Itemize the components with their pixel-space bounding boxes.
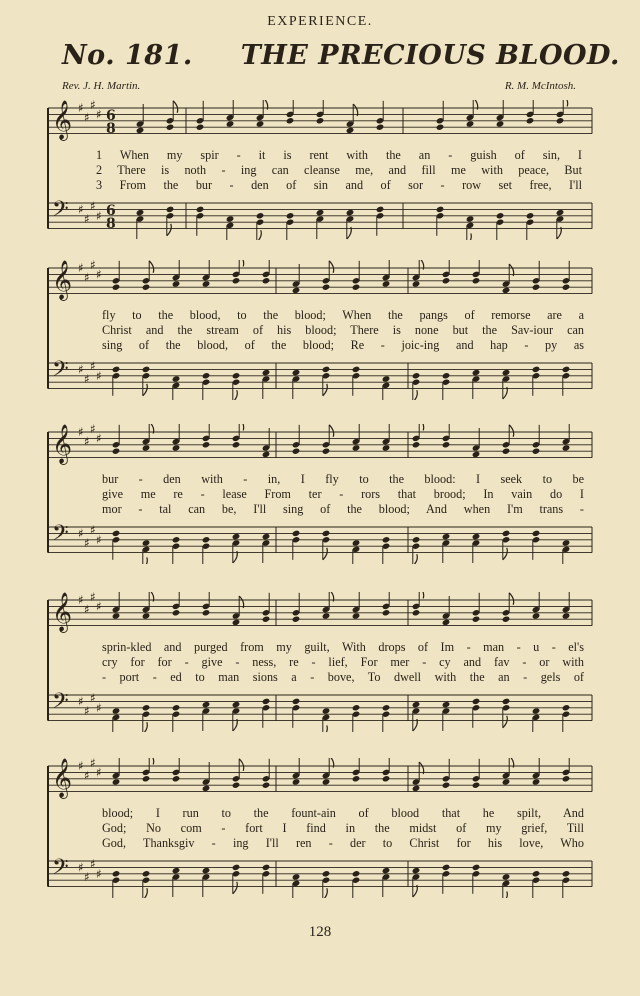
sharp-icon: ♯ xyxy=(84,768,90,783)
note-head xyxy=(502,778,511,785)
note-head xyxy=(292,530,301,537)
note-head xyxy=(322,778,331,785)
note-head xyxy=(352,366,361,373)
note-head xyxy=(322,366,331,373)
lyric-line: blood; I run to the fount-ain of blood that he spilt, And xyxy=(102,806,584,820)
lyrics-block xyxy=(102,308,584,353)
time-signature-top: 6 xyxy=(106,203,116,219)
lyric-line: mor - tal can be, I'll sing of the blood; And when I'm trans - xyxy=(102,502,584,516)
lyric-line: 3 From the bur - den of sin and of sor - row set free, I'll xyxy=(96,178,582,192)
sharp-icon: ♯ xyxy=(90,260,96,272)
note-head xyxy=(166,124,175,131)
sharp-icon: ♯ xyxy=(96,866,102,881)
note-head xyxy=(412,867,421,874)
note-head xyxy=(256,120,265,127)
note-head xyxy=(442,701,451,708)
sharp-icon: ♯ xyxy=(84,372,90,386)
bass-clef-icon: 𝄢 xyxy=(52,357,69,387)
time-signature-top: 6 xyxy=(106,108,116,124)
music-system xyxy=(40,758,600,918)
note-head xyxy=(232,441,241,448)
note-group xyxy=(112,698,571,732)
lyric-line: - port - ed to man sions a - bove, To dwell with the an - gels of xyxy=(102,670,584,684)
note-head xyxy=(232,619,241,626)
note-group xyxy=(112,424,571,458)
sharp-icon: ♯ xyxy=(84,536,90,550)
sharp-icon: ♯ xyxy=(84,212,90,226)
note-head xyxy=(562,775,571,782)
hymn-number: No. 181. xyxy=(62,40,193,71)
note-head xyxy=(316,117,325,124)
note-head xyxy=(142,704,151,711)
note-head xyxy=(262,864,271,871)
section-heading: EXPERIENCE. xyxy=(267,14,373,29)
note-flag xyxy=(413,390,418,400)
note-head xyxy=(202,701,211,708)
note-flag xyxy=(239,260,244,266)
note-head xyxy=(352,612,361,619)
note-head xyxy=(502,698,511,705)
note-head xyxy=(382,609,391,616)
note-head xyxy=(166,206,175,213)
note-head xyxy=(472,864,481,871)
note-head xyxy=(292,698,301,705)
note-head xyxy=(502,616,511,623)
sharp-icon: ♯ xyxy=(96,431,102,446)
note-head xyxy=(562,539,571,546)
sharp-icon: ♯ xyxy=(90,359,96,374)
note-head xyxy=(142,284,151,291)
note-flag xyxy=(167,224,172,236)
note-head xyxy=(502,287,511,294)
note-head xyxy=(352,284,361,291)
note-head xyxy=(202,867,211,874)
sharp-icon: ♯ xyxy=(78,759,84,773)
lyrics-block xyxy=(102,640,584,685)
note-head xyxy=(172,536,181,543)
note-head xyxy=(286,212,295,219)
music-system xyxy=(40,260,600,420)
note-head xyxy=(376,206,385,213)
note-group xyxy=(112,758,571,792)
note-head xyxy=(172,704,181,711)
lyrics-block xyxy=(102,806,584,851)
note-head xyxy=(412,785,421,792)
note-head xyxy=(112,612,121,619)
note-head xyxy=(526,117,535,124)
hymn-title xyxy=(62,40,620,71)
sharp-icon: ♯ xyxy=(90,424,96,436)
note-head xyxy=(442,441,451,448)
note-head xyxy=(436,124,445,131)
note-flag xyxy=(143,888,148,898)
note-head xyxy=(472,616,481,623)
sharp-icon: ♯ xyxy=(78,526,84,541)
note-head xyxy=(382,375,391,382)
note-flag xyxy=(323,384,328,396)
note-head xyxy=(232,701,241,708)
sharp-icon: ♯ xyxy=(78,694,84,709)
note-head xyxy=(562,612,571,619)
note-head xyxy=(346,127,355,134)
note-head xyxy=(202,280,211,287)
note-head xyxy=(472,369,481,376)
note-head xyxy=(316,209,325,216)
page-number: 128 xyxy=(308,924,332,940)
note-head xyxy=(376,124,385,131)
lyric-line: cry for for - give - ness, re - lief, For mer - cy and fav - or with xyxy=(102,655,584,669)
note-head xyxy=(322,448,331,455)
sharp-icon: ♯ xyxy=(90,100,96,112)
note-head xyxy=(496,212,505,219)
music-system xyxy=(40,424,600,584)
note-head xyxy=(322,612,331,619)
note-group xyxy=(136,100,568,134)
note-head xyxy=(232,277,241,284)
note-head xyxy=(502,530,511,537)
sharp-icon: ♯ xyxy=(90,857,96,872)
bass-clef-icon: 𝄢 xyxy=(52,521,69,551)
note-head xyxy=(472,451,481,458)
note-flag xyxy=(143,557,148,564)
note-flag xyxy=(509,593,514,605)
sharp-icon: ♯ xyxy=(90,691,96,706)
note-flag xyxy=(233,882,238,894)
treble-clef-icon: 𝄞 xyxy=(52,758,73,798)
note-head xyxy=(532,870,541,877)
sharp-icon: ♯ xyxy=(78,425,84,439)
note-head xyxy=(226,120,235,127)
note-head xyxy=(472,533,481,540)
note-head xyxy=(142,366,151,373)
author-credit: Rev. J. H. Martin. xyxy=(62,80,141,92)
note-head xyxy=(112,448,121,455)
composer-credit: R. M. McIntosh. xyxy=(504,80,576,92)
note-flag xyxy=(503,548,508,560)
note-flag xyxy=(329,261,334,273)
note-head xyxy=(532,530,541,537)
note-head xyxy=(556,209,565,216)
lyric-line: God; No com - fort I find in the midst of my grief, Till xyxy=(102,821,584,835)
note-head xyxy=(466,215,475,222)
lyric-line: fly to the blood, to the blood; When the pangs of remorse are a xyxy=(102,308,584,322)
note-head xyxy=(142,612,151,619)
note-head xyxy=(142,870,151,877)
note-head xyxy=(172,775,181,782)
note-head xyxy=(472,782,481,789)
note-head xyxy=(202,441,211,448)
note-head xyxy=(256,212,265,219)
sharp-icon: ♯ xyxy=(78,362,84,377)
note-head xyxy=(202,609,211,616)
note-head xyxy=(136,127,145,134)
note-head xyxy=(502,448,511,455)
note-head xyxy=(112,284,121,291)
lyric-line: sing of the blood, of the blood; Re - joic-ing and hap - py as xyxy=(102,338,584,352)
treble-clef-icon: 𝄞 xyxy=(52,592,73,632)
note-head xyxy=(292,448,301,455)
note-head xyxy=(412,441,421,448)
note-head xyxy=(232,782,241,789)
note-flag xyxy=(563,100,568,106)
sharp-icon: ♯ xyxy=(84,870,90,884)
note-head xyxy=(172,609,181,616)
note-head xyxy=(112,707,121,714)
sharp-icon: ♯ xyxy=(84,602,90,617)
note-flag xyxy=(257,230,262,240)
sharp-icon: ♯ xyxy=(96,267,102,282)
note-head xyxy=(532,284,541,291)
sharp-icon: ♯ xyxy=(78,261,84,275)
note-group xyxy=(136,206,565,240)
sharp-icon: ♯ xyxy=(90,758,96,770)
time-signature-bottom: 8 xyxy=(106,121,116,137)
note-group xyxy=(112,530,571,564)
music-system xyxy=(40,592,600,752)
note-head xyxy=(196,124,205,131)
note-head xyxy=(172,444,181,451)
sharp-icon: ♯ xyxy=(78,101,84,115)
note-head xyxy=(202,372,211,379)
treble-staff xyxy=(48,592,592,633)
note-flag xyxy=(323,725,328,732)
note-head xyxy=(382,536,391,543)
note-head xyxy=(202,785,211,792)
note-head xyxy=(292,873,301,880)
sharp-icon: ♯ xyxy=(96,599,102,614)
note-flag xyxy=(419,424,424,430)
note-flag xyxy=(503,716,508,728)
sharp-icon: ♯ xyxy=(96,208,102,223)
note-head xyxy=(172,280,181,287)
note-flag xyxy=(467,233,472,240)
note-head xyxy=(532,778,541,785)
note-head xyxy=(352,704,361,711)
lyric-line: 2 There is noth - ing can cleanse me, and fill me with peace, But xyxy=(96,163,582,177)
note-head xyxy=(442,619,451,626)
lyrics-block xyxy=(102,472,584,517)
note-head xyxy=(142,775,151,782)
note-head xyxy=(442,864,451,871)
note-flag xyxy=(413,554,418,564)
note-head xyxy=(262,698,271,705)
lyrics-block xyxy=(96,148,582,193)
sharp-icon: ♯ xyxy=(90,199,96,214)
sharp-icon: ♯ xyxy=(78,593,84,607)
note-head xyxy=(352,870,361,877)
sharp-icon: ♯ xyxy=(78,860,84,875)
note-flag xyxy=(329,425,334,437)
sharp-icon: ♯ xyxy=(96,107,102,122)
note-flag xyxy=(323,888,328,898)
bass-staff xyxy=(48,357,592,389)
note-head xyxy=(262,782,271,789)
bass-staff xyxy=(48,855,592,887)
note-head xyxy=(382,280,391,287)
note-head xyxy=(532,448,541,455)
note-group xyxy=(112,864,571,898)
note-head xyxy=(292,778,301,785)
note-head xyxy=(412,280,421,287)
note-flag xyxy=(509,425,514,437)
bass-staff xyxy=(48,521,592,553)
note-flag xyxy=(239,424,244,430)
treble-staff xyxy=(48,424,592,465)
note-head xyxy=(412,536,421,543)
note-head xyxy=(292,287,301,294)
note-flag xyxy=(173,101,178,113)
note-head xyxy=(562,444,571,451)
lyric-line: 1 When my spir - it is rent with the an - guish of sin, I xyxy=(96,148,582,162)
note-head xyxy=(562,284,571,291)
note-head xyxy=(472,698,481,705)
note-head xyxy=(322,530,331,537)
time-signature-bottom: 8 xyxy=(106,216,116,232)
lyric-line: bur - den with - in, I fly to the blood: I seek to be xyxy=(102,472,584,486)
note-head xyxy=(382,704,391,711)
note-flag xyxy=(143,384,148,396)
lyric-line: God, Thanksgiv - ing I'll ren - der to Christ for his love, Who xyxy=(102,836,584,850)
note-flag xyxy=(149,261,154,273)
note-head xyxy=(232,372,241,379)
treble-clef-icon: 𝄞 xyxy=(52,100,73,140)
note-head xyxy=(262,369,271,376)
note-head xyxy=(466,120,475,127)
note-head xyxy=(322,707,331,714)
note-head xyxy=(202,536,211,543)
note-head xyxy=(112,530,121,537)
note-head xyxy=(412,609,421,616)
note-head xyxy=(112,366,121,373)
note-head xyxy=(352,444,361,451)
note-head xyxy=(232,864,241,871)
note-head xyxy=(562,366,571,373)
treble-clef-icon: 𝄞 xyxy=(52,424,73,464)
note-head xyxy=(472,277,481,284)
note-head xyxy=(442,782,451,789)
note-head xyxy=(562,870,571,877)
bass-clef-icon: 𝄢 xyxy=(52,689,69,719)
sharp-icon: ♯ xyxy=(84,704,90,718)
note-head xyxy=(496,120,505,127)
note-head xyxy=(226,215,235,222)
lyric-line: Christ and the stream of his blood; There is none but the Sav-iour can xyxy=(102,323,584,337)
note-head xyxy=(112,778,121,785)
note-flag xyxy=(149,758,154,764)
note-flag xyxy=(233,390,238,400)
bass-clef-icon: 𝄢 xyxy=(52,197,69,227)
note-head xyxy=(322,870,331,877)
note-flag xyxy=(323,548,328,560)
note-head xyxy=(352,539,361,546)
note-head xyxy=(286,117,295,124)
note-head xyxy=(262,533,271,540)
note-head xyxy=(172,867,181,874)
treble-staff xyxy=(48,758,592,799)
note-head xyxy=(352,775,361,782)
note-head xyxy=(382,444,391,451)
sharp-icon: ♯ xyxy=(96,368,102,383)
note-head xyxy=(502,369,511,376)
note-head xyxy=(556,117,565,124)
sharp-icon: ♯ xyxy=(78,202,84,217)
sharp-icon: ♯ xyxy=(90,523,96,538)
note-head xyxy=(292,369,301,376)
note-group xyxy=(112,366,571,400)
note-head xyxy=(142,539,151,546)
music-system xyxy=(40,100,600,260)
note-head xyxy=(436,206,445,213)
note-head xyxy=(262,451,271,458)
note-head xyxy=(412,701,421,708)
note-group xyxy=(112,592,571,626)
note-head xyxy=(292,616,301,623)
note-group xyxy=(112,260,571,294)
note-head xyxy=(532,707,541,714)
sharp-icon: ♯ xyxy=(84,110,90,125)
sharp-icon: ♯ xyxy=(96,765,102,780)
note-head xyxy=(442,533,451,540)
lyric-line: sprin-kled and purged from my guilt, With drops of Im - man - u - el's xyxy=(102,640,584,654)
note-flag xyxy=(239,759,244,771)
note-flag xyxy=(143,722,148,732)
note-head xyxy=(262,616,271,623)
note-head xyxy=(322,284,331,291)
note-flag xyxy=(503,891,508,898)
note-head xyxy=(112,870,121,877)
lyric-line: give me re - lease From ter - rors that brood; In vain do I xyxy=(102,487,584,501)
note-head xyxy=(442,277,451,284)
note-head xyxy=(412,372,421,379)
note-head xyxy=(262,277,271,284)
sharp-icon: ♯ xyxy=(96,700,102,715)
note-head xyxy=(172,375,181,382)
sharp-icon: ♯ xyxy=(84,434,90,449)
note-head xyxy=(232,533,241,540)
note-flag xyxy=(419,592,424,598)
note-head xyxy=(442,372,451,379)
sharp-icon: ♯ xyxy=(84,270,90,285)
note-head xyxy=(196,206,205,213)
sharp-icon: ♯ xyxy=(96,532,102,547)
treble-clef-icon: 𝄞 xyxy=(52,260,73,300)
note-head xyxy=(142,444,151,451)
sharp-icon: ♯ xyxy=(90,592,96,604)
bass-clef-icon: 𝄢 xyxy=(52,855,69,885)
note-head xyxy=(532,612,541,619)
note-head xyxy=(526,212,535,219)
note-head xyxy=(382,867,391,874)
note-head xyxy=(382,775,391,782)
bass-staff xyxy=(48,689,592,721)
note-head xyxy=(346,209,355,216)
note-head xyxy=(502,873,511,880)
note-head xyxy=(532,366,541,373)
hymn-title-text: THE PRECIOUS BLOOD. xyxy=(240,40,620,71)
note-head xyxy=(136,209,145,216)
note-head xyxy=(562,704,571,711)
